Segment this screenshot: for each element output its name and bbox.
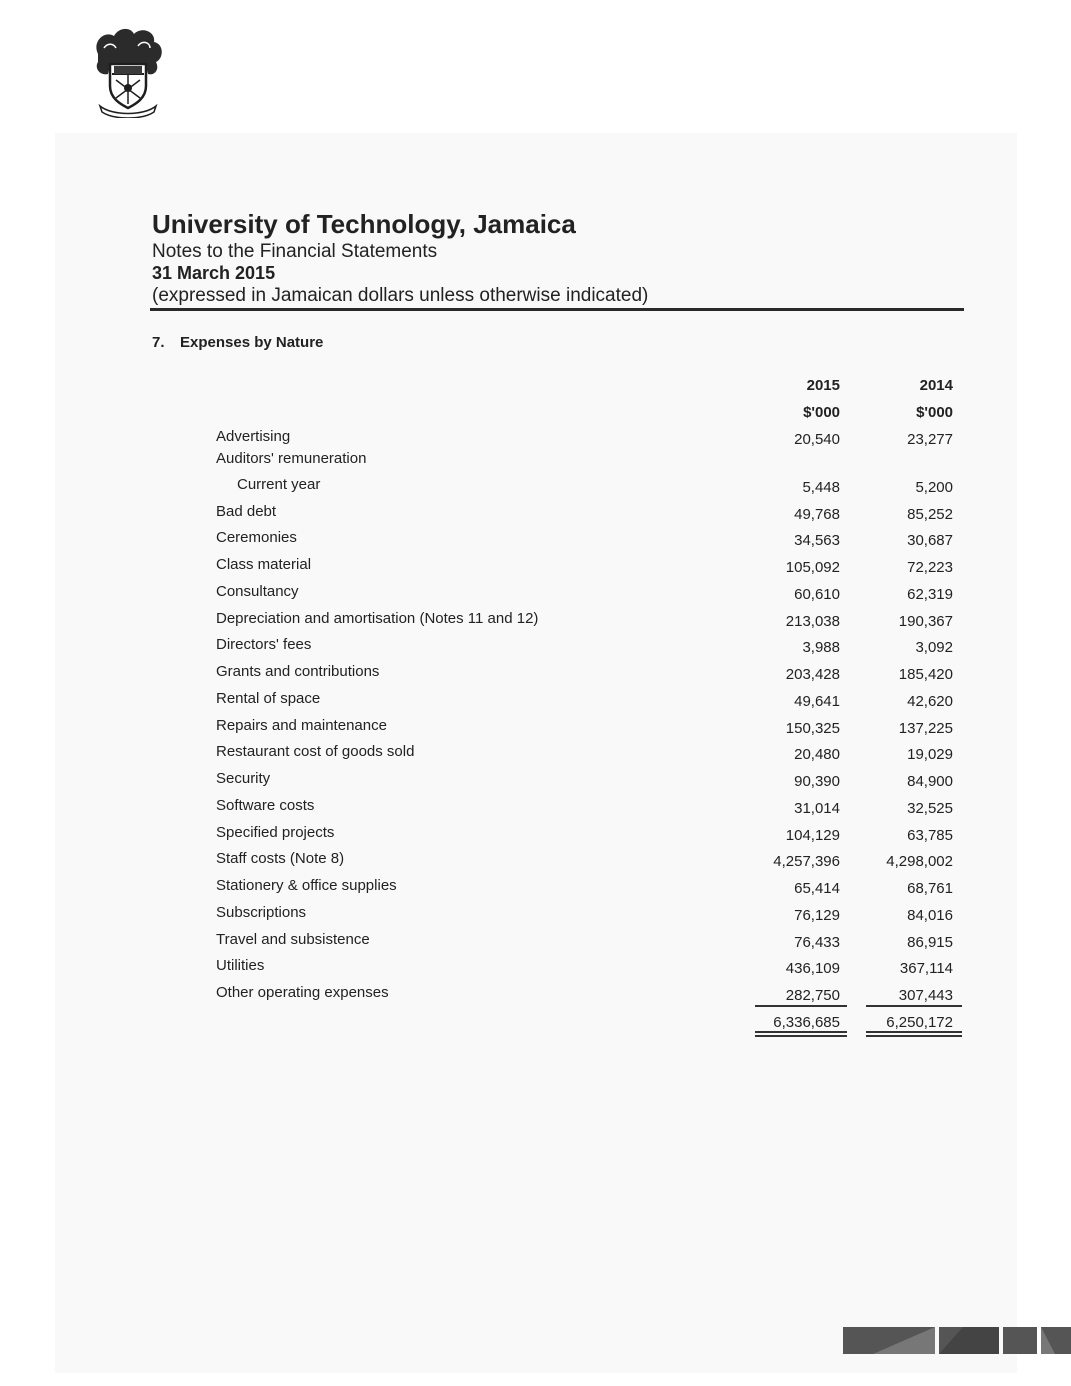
row-label: Specified projects — [216, 824, 335, 841]
row-value-2014: 4,298,002 — [886, 853, 953, 870]
total-value-2014: 6,250,172 — [886, 1014, 953, 1031]
row-value-2015: 150,325 — [785, 720, 840, 737]
row-value-2014: 137,225 — [898, 720, 953, 737]
row-value-2015: 5,448 — [802, 479, 840, 496]
subtotal-rule-2014 — [866, 1005, 962, 1007]
note-title: Expenses by Nature — [180, 334, 324, 351]
row-value-2015: 60,610 — [794, 586, 840, 603]
row-label: Directors' fees — [216, 636, 312, 653]
row-value-2014: 85,252 — [907, 506, 953, 523]
row-value-2014: 23,277 — [907, 431, 953, 448]
column-year-2014: 2014 — [919, 377, 953, 394]
row-value-2014: 68,761 — [907, 880, 953, 897]
row-value-2015: 436,109 — [785, 960, 840, 977]
row-value-2015: 90,390 — [794, 773, 840, 790]
row-value-2014: 3,092 — [915, 639, 953, 656]
row-value-2015: 282,750 — [785, 987, 840, 1004]
row-value-2014: 185,420 — [898, 666, 953, 683]
row-value-2014: 367,114 — [899, 960, 953, 977]
row-value-2014: 84,016 — [907, 907, 953, 924]
row-label: Rental of space — [216, 690, 321, 707]
row-value-2015: 104,129 — [785, 827, 840, 844]
row-label: Subscriptions — [216, 904, 307, 921]
note-number: 7. — [152, 334, 165, 351]
row-label: Advertising — [216, 428, 291, 445]
column-unit-2014: $'000 — [916, 404, 953, 421]
statement-date: 31 March 2015 — [152, 263, 276, 283]
row-value-2015: 76,129 — [794, 907, 840, 924]
total-value-2015: 6,336,685 — [773, 1014, 840, 1031]
total-double-rule-2014-bottom — [866, 1035, 962, 1037]
total-double-rule-2015-top — [755, 1031, 847, 1033]
row-value-2015: 34,563 — [794, 532, 840, 549]
row-value-2015: 65,414 — [794, 880, 840, 897]
row-label: Repairs and maintenance — [216, 717, 387, 734]
row-label: Utilities — [216, 957, 265, 974]
row-value-2014: 32,525 — [907, 800, 953, 817]
row-label: Other operating expenses — [216, 984, 389, 1001]
row-value-2015: 49,768 — [794, 506, 840, 523]
row-label: Staff costs (Note 8) — [216, 850, 345, 867]
row-value-2014: 307,443 — [898, 987, 953, 1004]
row-value-2014: 63,785 — [907, 827, 953, 844]
row-value-2015: 4,257,396 — [773, 853, 840, 870]
document-title: University of Technology, Jamaica — [152, 209, 576, 239]
row-value-2014: 5,200 — [915, 479, 953, 496]
row-label: Depreciation and amortisation (Notes 11 and 12) — [216, 610, 539, 627]
row-value-2014: 72,223 — [907, 559, 953, 576]
row-value-2014: 42,620 — [907, 693, 953, 710]
column-unit-2015: $'000 — [803, 404, 840, 421]
row-value-2014: 62,319 — [907, 586, 953, 603]
row-value-2015: 3,988 — [802, 639, 840, 656]
row-value-2015: 20,480 — [794, 746, 840, 763]
row-value-2015: 20,540 — [794, 431, 840, 448]
row-value-2014: 190,367 — [898, 613, 953, 630]
note-heading — [152, 334, 323, 351]
column-year-2015: 2015 — [806, 377, 840, 394]
row-value-2014: 84,900 — [907, 773, 953, 790]
row-label: Restaurant cost of goods sold — [216, 743, 415, 760]
university-crest-icon — [90, 24, 166, 118]
row-label: Class material — [216, 556, 312, 573]
row-label: Security — [216, 770, 271, 787]
row-label: Auditors' remuneration — [216, 450, 367, 467]
subtotal-rule-2015 — [755, 1005, 847, 1007]
row-label: Travel and subsistence — [216, 931, 370, 948]
total-double-rule-2015-bottom — [755, 1035, 847, 1037]
row-value-2014: 30,687 — [907, 532, 953, 549]
row-value-2014: 86,915 — [907, 934, 953, 951]
row-label: Grants and contributions — [216, 663, 380, 680]
row-value-2015: 213,038 — [785, 613, 840, 630]
row-label: Ceremonies — [216, 529, 297, 546]
row-value-2015: 31,014 — [794, 800, 840, 817]
row-label: Software costs — [216, 797, 315, 814]
currency-note: (expressed in Jamaican dollars unless otherwise indicated) — [152, 285, 649, 306]
row-label: Bad debt — [216, 503, 277, 520]
header-divider — [150, 308, 964, 311]
row-value-2015: 49,641 — [794, 693, 840, 710]
row-label: Current year — [237, 476, 321, 493]
total-double-rule-2014-top — [866, 1031, 962, 1033]
row-value-2015: 76,433 — [794, 934, 840, 951]
row-value-2015: 203,428 — [785, 666, 840, 683]
document-subtitle: Notes to the Financial Statements — [152, 241, 438, 262]
footer-decoration — [843, 1327, 1071, 1354]
row-label: Consultancy — [216, 583, 299, 600]
row-value-2014: 19,029 — [907, 746, 953, 763]
row-label: Stationery & office supplies — [216, 877, 397, 894]
row-value-2015: 105,092 — [785, 559, 840, 576]
